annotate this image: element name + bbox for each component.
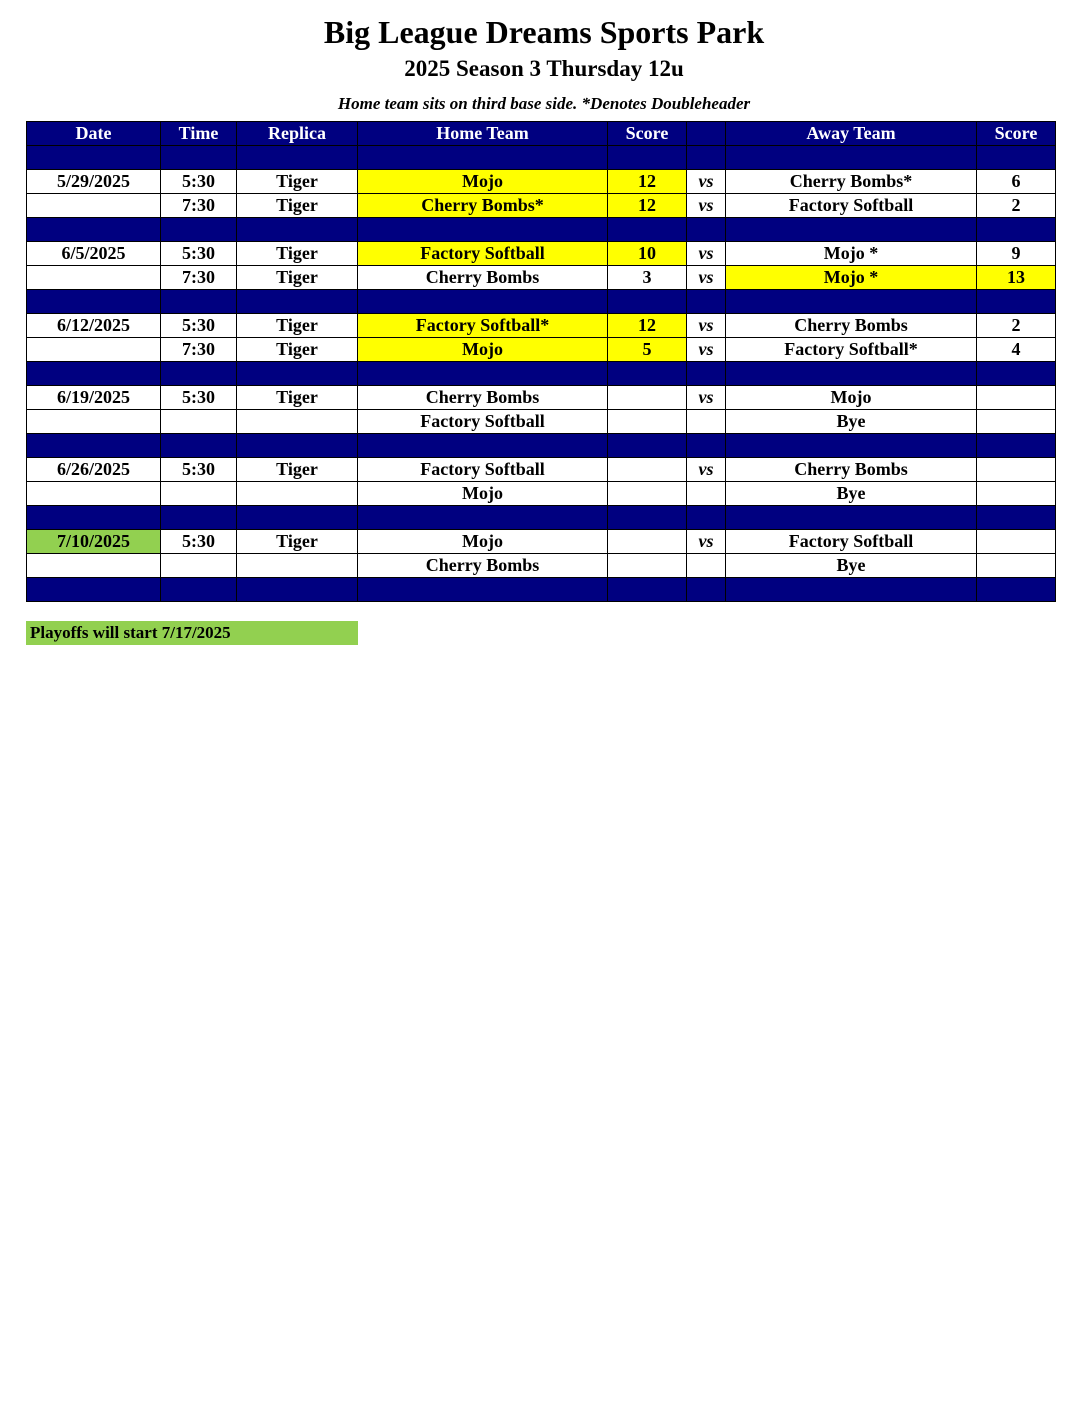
vs-cell: vs	[687, 530, 726, 554]
replica-cell: Tiger	[237, 530, 358, 554]
replica-cell	[237, 410, 358, 434]
separator-row	[27, 506, 1056, 530]
date-cell	[27, 338, 161, 362]
separator-row	[27, 434, 1056, 458]
vs-cell: vs	[687, 458, 726, 482]
replica-cell: Tiger	[237, 386, 358, 410]
col-home-score: Score	[608, 122, 687, 146]
col-home-team: Home Team	[358, 122, 608, 146]
vs-cell: vs	[687, 314, 726, 338]
header-row	[27, 122, 1056, 146]
replica-cell: Tiger	[237, 338, 358, 362]
date-cell: 5/29/2025	[27, 170, 161, 194]
away-team-cell: Mojo *	[726, 242, 977, 266]
vs-cell: vs	[687, 266, 726, 290]
away-score-cell: 9	[977, 242, 1056, 266]
vs-cell: vs	[687, 170, 726, 194]
table-row	[27, 554, 1056, 578]
table-row	[27, 410, 1056, 434]
home-score-cell	[608, 554, 687, 578]
table-row	[27, 482, 1056, 506]
home-team-cell: Factory Softball	[358, 458, 608, 482]
away-team-cell: Factory Softball	[726, 530, 977, 554]
playoffs-note: Playoffs will start 7/17/2025	[26, 621, 358, 645]
separator-row	[27, 578, 1056, 602]
vs-cell: vs	[687, 194, 726, 218]
away-score-cell: 6	[977, 170, 1056, 194]
away-score-cell	[977, 530, 1056, 554]
col-away-team: Away Team	[726, 122, 977, 146]
home-team-cell: Cherry Bombs*	[358, 194, 608, 218]
replica-cell	[237, 554, 358, 578]
separator-row	[27, 290, 1056, 314]
date-cell: 6/12/2025	[27, 314, 161, 338]
date-cell: 6/19/2025	[27, 386, 161, 410]
table-row	[27, 242, 1056, 266]
away-team-cell: Bye	[726, 482, 977, 506]
time-cell: 5:30	[161, 242, 237, 266]
date-cell	[27, 554, 161, 578]
home-team-cell: Cherry Bombs	[358, 386, 608, 410]
replica-cell: Tiger	[237, 266, 358, 290]
col-date: Date	[27, 122, 161, 146]
away-score-cell	[977, 482, 1056, 506]
time-cell: 5:30	[161, 458, 237, 482]
time-cell: 5:30	[161, 314, 237, 338]
replica-cell: Tiger	[237, 170, 358, 194]
table-row	[27, 338, 1056, 362]
home-score-cell: 12	[608, 314, 687, 338]
away-team-cell: Bye	[726, 554, 977, 578]
separator-row	[27, 218, 1056, 242]
away-score-cell: 4	[977, 338, 1056, 362]
vs-cell	[687, 554, 726, 578]
home-score-cell	[608, 410, 687, 434]
separator-row	[27, 146, 1056, 170]
away-team-cell: Cherry Bombs	[726, 458, 977, 482]
home-score-cell	[608, 458, 687, 482]
time-cell	[161, 482, 237, 506]
separator-row	[27, 362, 1056, 386]
home-team-cell: Mojo	[358, 530, 608, 554]
replica-cell	[237, 482, 358, 506]
table-row	[27, 266, 1056, 290]
home-team-cell: Factory Softball	[358, 410, 608, 434]
away-team-cell: Cherry Bombs*	[726, 170, 977, 194]
away-team-cell: Factory Softball	[726, 194, 977, 218]
table-row	[27, 458, 1056, 482]
time-cell	[161, 554, 237, 578]
col-replica: Replica	[237, 122, 358, 146]
time-cell: 5:30	[161, 530, 237, 554]
table-row	[27, 170, 1056, 194]
col-vs	[687, 122, 726, 146]
time-cell: 5:30	[161, 170, 237, 194]
vs-cell: vs	[687, 338, 726, 362]
col-away-score: Score	[977, 122, 1056, 146]
col-time: Time	[161, 122, 237, 146]
home-team-cell: Mojo	[358, 482, 608, 506]
season-subtitle: 2025 Season 3 Thursday 12u	[404, 56, 684, 81]
home-score-cell: 10	[608, 242, 687, 266]
page-title: Big League Dreams Sports Park	[323, 14, 765, 50]
schedule-table	[26, 121, 1056, 602]
time-cell: 7:30	[161, 266, 237, 290]
table-row	[27, 530, 1056, 554]
home-score-cell: 12	[608, 170, 687, 194]
time-cell: 7:30	[161, 194, 237, 218]
vs-cell	[687, 482, 726, 506]
date-cell	[27, 482, 161, 506]
date-cell	[27, 410, 161, 434]
time-cell: 7:30	[161, 338, 237, 362]
home-score-cell: 5	[608, 338, 687, 362]
vs-cell: vs	[687, 386, 726, 410]
away-score-cell: 2	[977, 314, 1056, 338]
away-score-cell: 13	[977, 266, 1056, 290]
replica-cell: Tiger	[237, 242, 358, 266]
away-team-cell: Mojo	[726, 386, 977, 410]
home-score-cell	[608, 386, 687, 410]
away-team-cell: Mojo *	[726, 266, 977, 290]
home-score-cell	[608, 482, 687, 506]
home-team-cell: Mojo	[358, 338, 608, 362]
time-cell: 5:30	[161, 386, 237, 410]
table-row	[27, 194, 1056, 218]
date-cell: 6/26/2025	[27, 458, 161, 482]
schedule-note: Home team sits on third base side. *Denotes Doubleheader	[337, 94, 751, 113]
home-team-cell: Factory Softball*	[358, 314, 608, 338]
away-score-cell	[977, 554, 1056, 578]
time-cell	[161, 410, 237, 434]
home-score-cell: 12	[608, 194, 687, 218]
vs-cell: vs	[687, 242, 726, 266]
vs-cell	[687, 410, 726, 434]
away-score-cell: 2	[977, 194, 1056, 218]
away-score-cell	[977, 410, 1056, 434]
home-score-cell	[608, 530, 687, 554]
date-cell	[27, 266, 161, 290]
home-score-cell: 3	[608, 266, 687, 290]
date-cell: 7/10/2025	[27, 530, 161, 554]
away-score-cell	[977, 386, 1056, 410]
table-row	[27, 314, 1056, 338]
replica-cell: Tiger	[237, 194, 358, 218]
away-score-cell	[977, 458, 1056, 482]
date-cell: 6/5/2025	[27, 242, 161, 266]
replica-cell: Tiger	[237, 458, 358, 482]
home-team-cell: Mojo	[358, 170, 608, 194]
table-row	[27, 386, 1056, 410]
away-team-cell: Factory Softball*	[726, 338, 977, 362]
home-team-cell: Cherry Bombs	[358, 554, 608, 578]
replica-cell: Tiger	[237, 314, 358, 338]
home-team-cell: Cherry Bombs	[358, 266, 608, 290]
away-team-cell: Bye	[726, 410, 977, 434]
home-team-cell: Factory Softball	[358, 242, 608, 266]
away-team-cell: Cherry Bombs	[726, 314, 977, 338]
date-cell	[27, 194, 161, 218]
